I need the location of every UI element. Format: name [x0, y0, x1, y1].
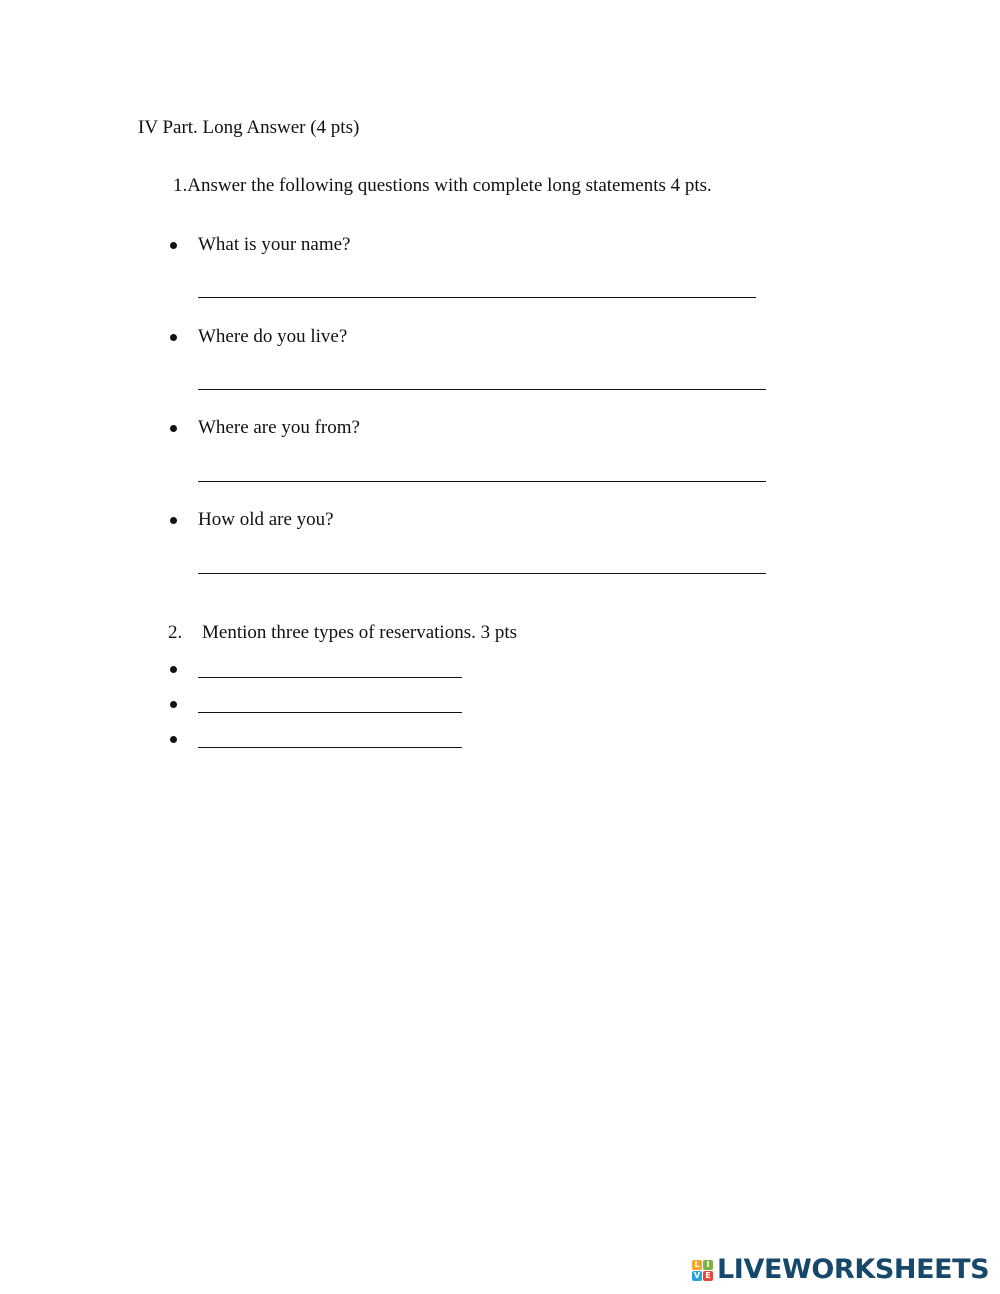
bullet-icon	[170, 701, 177, 708]
logo-letter: E	[703, 1271, 713, 1281]
answer-line[interactable]	[198, 389, 766, 390]
bullet-icon	[170, 242, 177, 249]
logo-letter: V	[693, 1270, 701, 1280]
bullet-icon	[170, 517, 177, 524]
logo-letter: L	[692, 1260, 702, 1270]
answer-line[interactable]	[198, 677, 462, 678]
bullet-icon	[170, 736, 177, 743]
logo-text: LIVEWORKSHEETS	[717, 1254, 990, 1285]
question-2-number: 2.	[168, 622, 183, 643]
question-text: Where do you live?	[198, 326, 348, 347]
logo-letter: I	[703, 1260, 713, 1270]
logo-mark-icon	[692, 1260, 713, 1281]
answer-line[interactable]	[198, 712, 462, 713]
question-text: How old are you?	[198, 509, 334, 530]
question-2-instruction: Mention three types of reservations. 3 pts	[202, 622, 518, 643]
answer-line[interactable]	[198, 573, 766, 574]
answer-line[interactable]	[198, 481, 766, 482]
answer-line[interactable]	[198, 297, 756, 298]
answer-line[interactable]	[198, 747, 462, 748]
liveworksheets-logo	[692, 1254, 989, 1286]
question-text: Where are you from?	[198, 417, 360, 438]
bullet-icon	[170, 425, 177, 432]
question-1-instruction: 1.Answer the following questions with complete long statements 4 pts.	[173, 175, 712, 196]
bullet-icon	[170, 334, 177, 341]
part-title: IV Part. Long Answer (4 pts)	[138, 117, 360, 138]
question-text: What is your name?	[198, 234, 351, 255]
bullet-icon	[170, 666, 177, 673]
